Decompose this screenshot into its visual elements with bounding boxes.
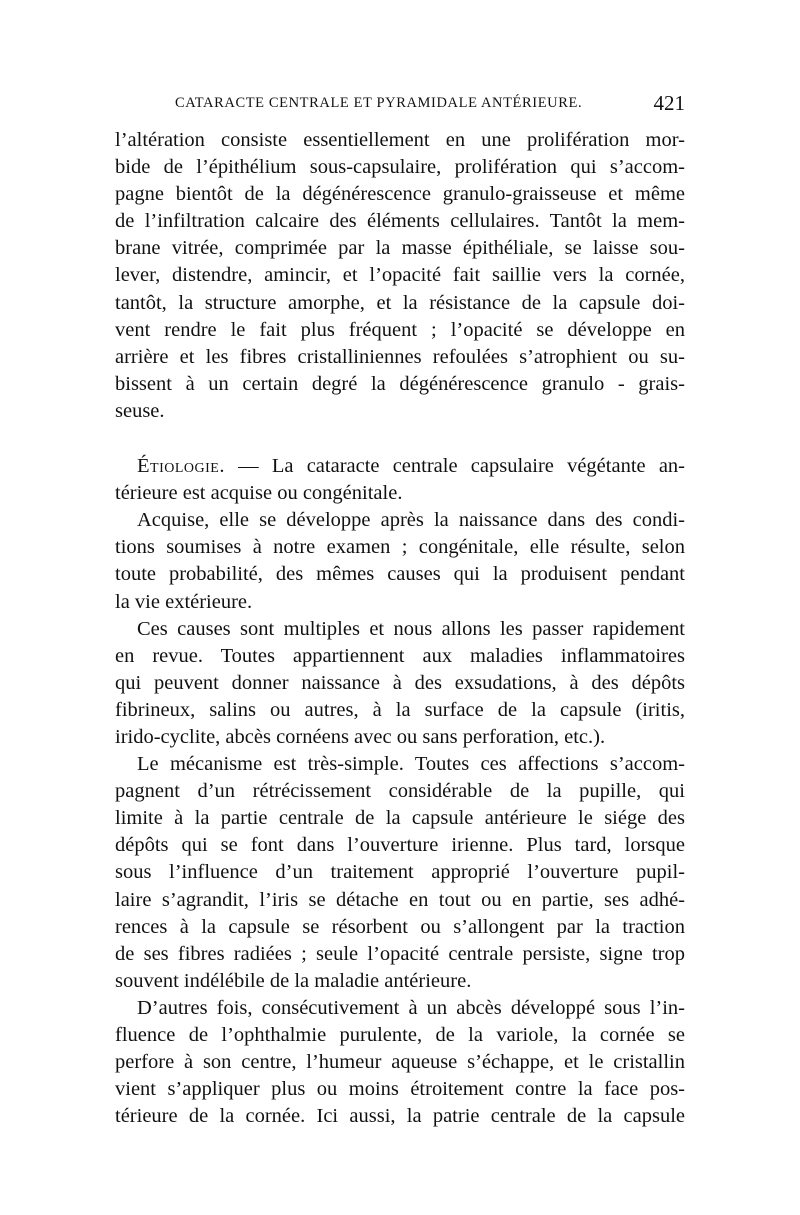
text-line: Ces causes sont multiples et nous allons les passer rapidement	[137, 617, 685, 640]
text-line: limite à la partie centrale de la capsule antérieure le siége des	[115, 807, 685, 830]
text-line: la vie extérieure.	[115, 590, 253, 613]
running-title: CATARACTE CENTRALE ET PYRAMIDALE ANTÉRIEURE.	[175, 95, 583, 111]
text-line: bissent à un certain degré la dégénérescence granulo - grais-	[115, 372, 685, 395]
text-line: fluence de l’ophthalmie purulente, de la variole, la cornée se	[115, 1024, 685, 1046]
text-line: vient s’appliquer plus ou moins étroitement contre la face pos-	[115, 1078, 685, 1101]
paragraph	[115, 127, 685, 425]
text-line: Acquise, elle se développe après la naissance dans des condi-	[137, 509, 685, 532]
text-line: dépôts qui se font dans l’ouverture irienne. Plus tard, lorsque	[115, 834, 685, 857]
text-line: perfore à son centre, l’humeur aqueuse s’échappe, et le cristallin	[115, 1051, 685, 1074]
text-line: sous l’influence d’un traitement approprié l’ouverture pupil-	[115, 861, 685, 884]
paragraph-etiologie	[115, 453, 685, 507]
paragraph	[115, 995, 685, 1130]
text-line: en revue. Toutes appartiennent aux maladies inflammatoires	[115, 644, 685, 667]
text-line: Le mécanisme est très-simple. Toutes ces affections s’accom-	[137, 753, 685, 776]
text-line: tantôt, la structure amorphe, et la résistance de la capsule doi-	[115, 291, 685, 314]
text-line: seuse.	[115, 399, 165, 422]
page-number: 421	[653, 91, 685, 115]
running-header	[115, 93, 685, 117]
text-line: brane vitrée, comprimée par la masse épithéliale, se laisse sou-	[115, 237, 685, 260]
text-line	[115, 453, 685, 480]
paragraph	[115, 507, 685, 615]
text-line: irido-cyclite, abcès cornéens avec ou sans perforation, etc.).	[115, 725, 606, 748]
text-line: l’altération consiste essentiellement en une prolifération mor-	[115, 129, 685, 151]
body-text	[115, 127, 685, 1130]
text-line: rences à la capsule se résorbent ou s’allongent par la traction	[115, 915, 685, 938]
text-line: pagnent d’un rétrécissement considérable de la pupille, qui	[115, 780, 685, 803]
text-line: qui peuvent donner naissance à des exsudations, à des dépôts	[115, 671, 685, 694]
section-heading: Étiologie.	[137, 455, 225, 478]
paragraph	[115, 751, 685, 995]
text-line: de l’infiltration calcaire des éléments cellulaires. Tantôt la mem-	[115, 210, 685, 233]
text-line: arrière et les fibres cristalliniennes refoulées s’atrophient ou su-	[115, 345, 685, 368]
text-line: toute probabilité, des mêmes causes qui la produisent pendant	[115, 563, 685, 586]
text-line: laire s’agrandit, l’iris se détache en tout ou en partie, ses adhé-	[115, 888, 685, 911]
text-line: pagne bientôt de la dégénérescence granulo-graisseuse et même	[115, 183, 685, 206]
text-line: fibrineux, salins ou autres, à la surface de la capsule (iritis,	[115, 698, 685, 721]
text-run: — La cataracte centrale capsulaire végétante an-	[224, 455, 685, 478]
text-line: térieure de la cornée. Ici aussi, la patrie centrale de la capsule	[115, 1105, 685, 1128]
section-gap	[115, 425, 685, 453]
text-line: térieure est acquise ou congénitale.	[115, 482, 403, 505]
text-line: de ses fibres radiées ; seule l’opacité centrale persiste, signe trop	[115, 942, 685, 965]
text-line: vent rendre le fait plus fréquent ; l’opacité se développe en	[115, 318, 685, 341]
text-line: bide de l’épithélium sous-capsulaire, prolifération qui s’accom-	[115, 156, 685, 179]
paragraph	[115, 616, 685, 751]
text-line: tions soumises à notre examen ; congénitale, elle résulte, selon	[115, 536, 685, 559]
text-line: souvent indélébile de la maladie antérieure.	[115, 969, 472, 992]
text-line: D’autres fois, consécutivement à un abcès développé sous l’in-	[137, 996, 685, 1019]
text-line: lever, distendre, amincir, et l’opacité fait saillie vers la cornée,	[115, 264, 685, 287]
